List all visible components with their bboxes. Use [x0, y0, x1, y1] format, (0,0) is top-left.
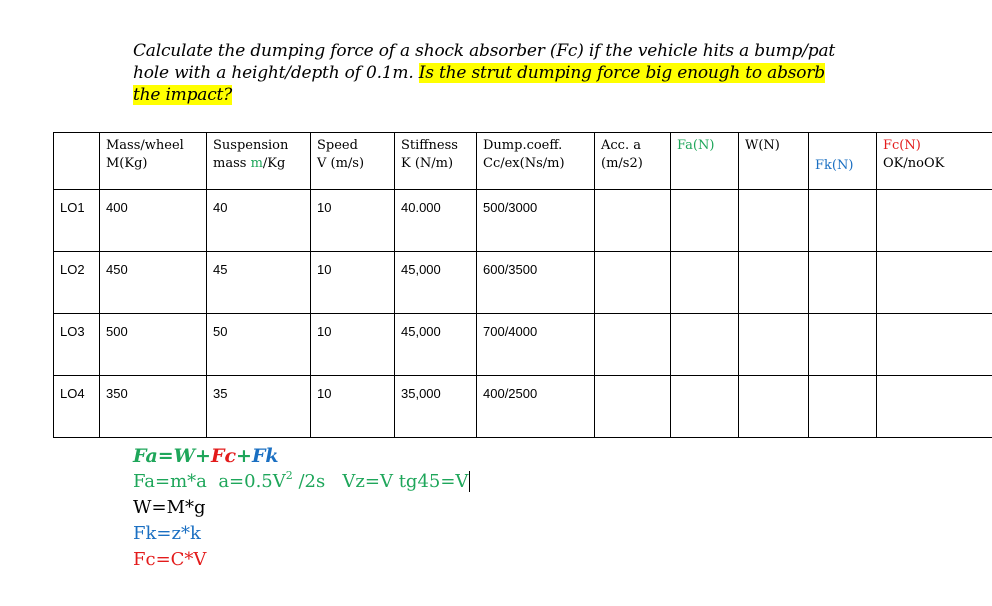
cell-mass: 350	[100, 376, 207, 438]
header-id	[54, 133, 100, 190]
cell-mass: 500	[100, 314, 207, 376]
header-fc: Fc(N) OK/noOK	[877, 133, 992, 190]
cell-dump-coeff: 500/3000	[477, 190, 595, 252]
cell-suspension-mass: 40	[207, 190, 311, 252]
cell-fa	[671, 252, 739, 314]
formula-weight: W=M*g	[133, 497, 206, 518]
cell-mass: 400	[100, 190, 207, 252]
header-suspension-mass: Suspension mass m/Kg	[207, 133, 311, 190]
cell-stiffness: 40.000	[395, 190, 477, 252]
table-row	[54, 190, 992, 252]
cell-fa	[671, 190, 739, 252]
question-highlight: Is the strut dumping force big enough to absorb the impact?	[133, 63, 825, 105]
cell-speed: 10	[311, 376, 395, 438]
row-id: LO1	[54, 190, 100, 252]
header-speed: Speed V (m/s)	[311, 133, 395, 190]
formulas	[133, 443, 470, 573]
header-fa: Fa(N)	[671, 133, 739, 190]
cell-acceleration	[595, 314, 671, 376]
text-cursor	[469, 471, 470, 492]
cell-stiffness: 45,000	[395, 252, 477, 314]
cell-w	[739, 314, 809, 376]
question-part1: Calculate the dumping force of a shock absorber (Fc) if the vehicle hits a bump/pat hole with a height/depth of 0.1m.	[133, 41, 836, 83]
formula-damping-force: Fc=C*V	[133, 549, 207, 570]
cell-fc	[877, 314, 992, 376]
cell-mass: 450	[100, 252, 207, 314]
cell-suspension-mass: 50	[207, 314, 311, 376]
formula-force-balance: Fa=W+Fc+Fk	[133, 445, 279, 467]
table-row	[54, 376, 992, 438]
row-id: LO3	[54, 314, 100, 376]
table-row	[54, 252, 992, 314]
data-table	[53, 132, 992, 438]
cell-speed: 10	[311, 314, 395, 376]
cell-suspension-mass: 35	[207, 376, 311, 438]
cell-acceleration	[595, 376, 671, 438]
cell-fc	[877, 252, 992, 314]
header-fk: Fk(N)	[809, 133, 877, 190]
cell-acceleration	[595, 190, 671, 252]
cell-stiffness: 45,000	[395, 314, 477, 376]
cell-fk	[809, 190, 877, 252]
cell-fa	[671, 314, 739, 376]
cell-speed: 10	[311, 190, 395, 252]
table-row	[54, 314, 992, 376]
cell-w	[739, 376, 809, 438]
cell-fk	[809, 314, 877, 376]
formula-acceleration: Fa=m*a $a=0.5V^2$ /2s Vz=V tg45=V	[133, 469, 469, 492]
cell-w	[739, 252, 809, 314]
cell-suspension-mass: 45	[207, 252, 311, 314]
question-text	[133, 40, 853, 106]
header-w: W(N)	[739, 133, 809, 190]
cell-acceleration	[595, 252, 671, 314]
cell-fk	[809, 252, 877, 314]
row-id: LO2	[54, 252, 100, 314]
row-id: LO4	[54, 376, 100, 438]
cell-dump-coeff: 700/4000	[477, 314, 595, 376]
cell-dump-coeff: 600/3500	[477, 252, 595, 314]
header-acceleration: Acc. a (m/s2)	[595, 133, 671, 190]
header-stiffness: Stiffness K (N/m)	[395, 133, 477, 190]
cell-speed: 10	[311, 252, 395, 314]
header-row	[54, 133, 992, 190]
formula-spring-force: Fk=z*k	[133, 523, 201, 544]
header-dump-coeff: Dump.coeff. Cc/ex(Ns/m)	[477, 133, 595, 190]
cell-fc	[877, 190, 992, 252]
cell-stiffness: 35,000	[395, 376, 477, 438]
header-mass: Mass/wheel M(Kg)	[100, 133, 207, 190]
cell-fk	[809, 376, 877, 438]
cell-fc	[877, 376, 992, 438]
cell-w	[739, 190, 809, 252]
cell-dump-coeff: 400/2500	[477, 376, 595, 438]
cell-fa	[671, 376, 739, 438]
